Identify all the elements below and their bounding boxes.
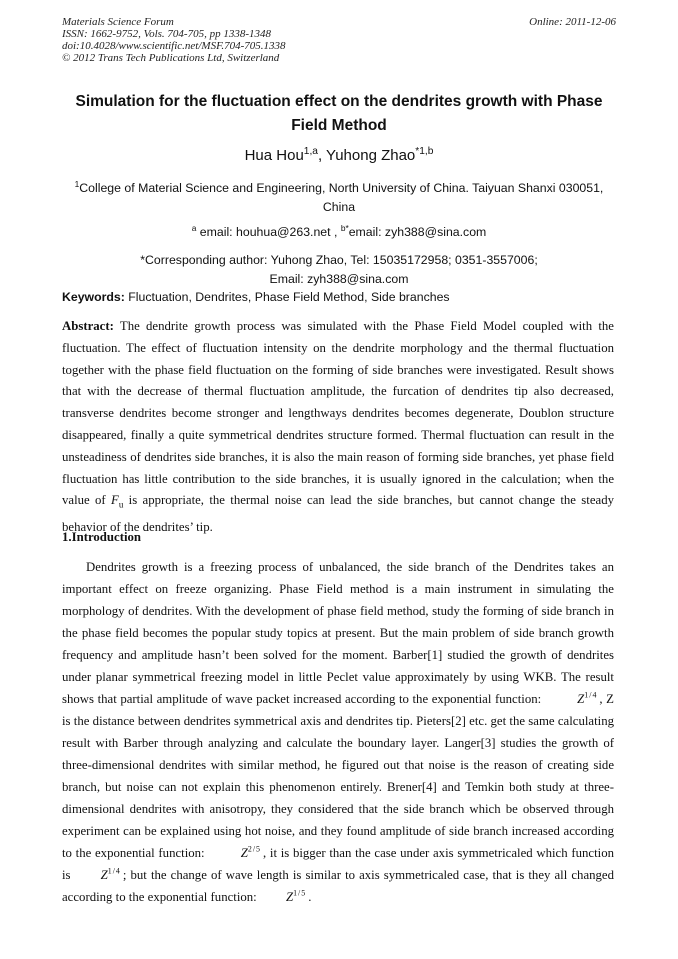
email-text: email: zyh388@sina.com [348, 225, 487, 239]
affiliation-mark: 1 [74, 178, 80, 189]
formula [545, 688, 600, 710]
online-date: Online: 2011-12-06 [529, 16, 616, 28]
intro-text: ; but the change of wave length is similar to axis symmetricaled case, that is they all changed according to the exponential function: [62, 868, 614, 904]
email-mark: a [191, 222, 197, 233]
intro-text: Dendrites growth is a freezing process of unbalanced, the side branch of the Dendrites takes an important effect on freeze organizing. Phase Field method is a main instrument in simulating the morphology of dendrites. With the development of phase field method, study the forming of side branch in the phase field becomes the popular study topics at present. But the main problem of side branch growth frequency and amplitude hasn’t been solved for the moment. Barber[1] studied the growth of dendrites under planar symmetrical freezing model in little Peclet value approximately by using WKB. The result shows that partial amplitude of wave packet increased according to the exponential function: [62, 560, 614, 706]
intro-text: . [308, 890, 312, 904]
formula-exponent: 1/4 [584, 690, 598, 700]
intro-text: , Z is the distance between dendrites symmetrical axis and dendrites tip. Pieters[2] etc. get the same calculating result with Barber through analyzing and calculate the boundary layer. Langer[3] studies the growth of three-dimensional dendrites with similar method, he figured out that noise is the reason of creating side branch, but noise can not explain this phenomenon entirely. Brener[4] and Temkin both study at three-dimensional dendrites with anisotropy, they considered that the side branch which be observed through experiment can be explained using hot noise, and they found amplitude of side branch increased according to the exponential function: [62, 692, 614, 860]
corresponding-email: Email: zyh388@sina.com [269, 272, 409, 286]
author-affiliation-mark: 1,a [303, 146, 318, 157]
formula [208, 842, 263, 864]
corresponding-line: *Corresponding author: Yuhong Zhao, Tel: 15035172958; 0351-3557006; [140, 253, 538, 267]
author-name: Hua Hou [244, 147, 304, 164]
fu-base: F [111, 493, 119, 508]
formula-exponent: 1/4 [107, 866, 121, 876]
email-text: email: houhua@263.net , [196, 225, 341, 239]
email-line [62, 223, 616, 242]
formula-exponent: 2/5 [247, 844, 261, 854]
affiliation-text: College of Material Science and Engineering, North University of China. Taiyuan Shanxi 030051, China [79, 181, 604, 214]
section-heading: 1.Introduction [62, 530, 142, 544]
author-line [56, 147, 622, 165]
formula-base: Z [240, 846, 248, 860]
corresponding-author [62, 251, 616, 289]
formula-base: Z [285, 890, 294, 904]
abstract-text: is appropriate, the thermal noise can lead the side branches, but cannot change the steady behavior of the dendrites’ tip. [62, 493, 614, 534]
keywords [62, 288, 616, 307]
doi-line: doi:10.4028/www.scientific.net/MSF.704-705.1338 [62, 40, 286, 52]
keywords-label: Keywords: [62, 290, 125, 304]
journal-header [62, 16, 616, 64]
formula-base: Z [577, 692, 585, 706]
fu-symbol [111, 493, 124, 510]
formula-base: Z [100, 868, 108, 882]
email-mark: b* [340, 222, 349, 233]
formula-exponent: 1/5 [293, 888, 307, 898]
author-name: Yuhong Zhao [326, 147, 416, 164]
intro-text: , it is bigger than the case under axis symmetricaled which function is [62, 846, 614, 882]
abstract-label: Abstract: [62, 319, 114, 333]
formula [75, 864, 123, 886]
paper-title: Simulation for the fluctuation effect on the dendrites growth with Phase Field Method [75, 93, 603, 134]
abstract-text: The dendrite growth process was simulated with the Phase Field Model coupled with the fluctuation. The effect of fluctuation intensity on the dendrite morphology and the thermal fluctuation together with the phase field fluctuation on the forming of side branches were investigated. Result shows that with the decrease of thermal fluctuation amplitude, the furcation of dendrites tip also decreased, transverse dendrites become stronger and lengthways dendrites becomes degenerate, Doublon structure disappeared, finally a quite symmetrical dendrites structure formed. Thermal fluctuation can result in the unsteadiness of dendrites side branches, it is also the main reason of forming side branches, yet phase field fluctuation has little contribution to the side branches, it is usually ignored in the calculation; when the value of [62, 319, 614, 508]
author-affiliation-mark: *1,b [415, 146, 434, 157]
keywords-text: Fluctuation, Dendrites, Phase Field Method, Side branches [124, 290, 450, 304]
fu-subscript: u [118, 499, 124, 510]
affiliation [62, 179, 616, 217]
introduction-paragraph [62, 556, 614, 908]
issn-line: ISSN: 1662-9752, Vols. 704-705, pp 1338-1348 [62, 28, 271, 40]
abstract [62, 316, 614, 539]
author-separator: , [317, 147, 327, 164]
journal-name: Materials Science Forum [62, 16, 174, 28]
copyright-line: © 2012 Trans Tech Publications Ltd, Switzerland [62, 52, 280, 64]
formula [260, 886, 308, 908]
